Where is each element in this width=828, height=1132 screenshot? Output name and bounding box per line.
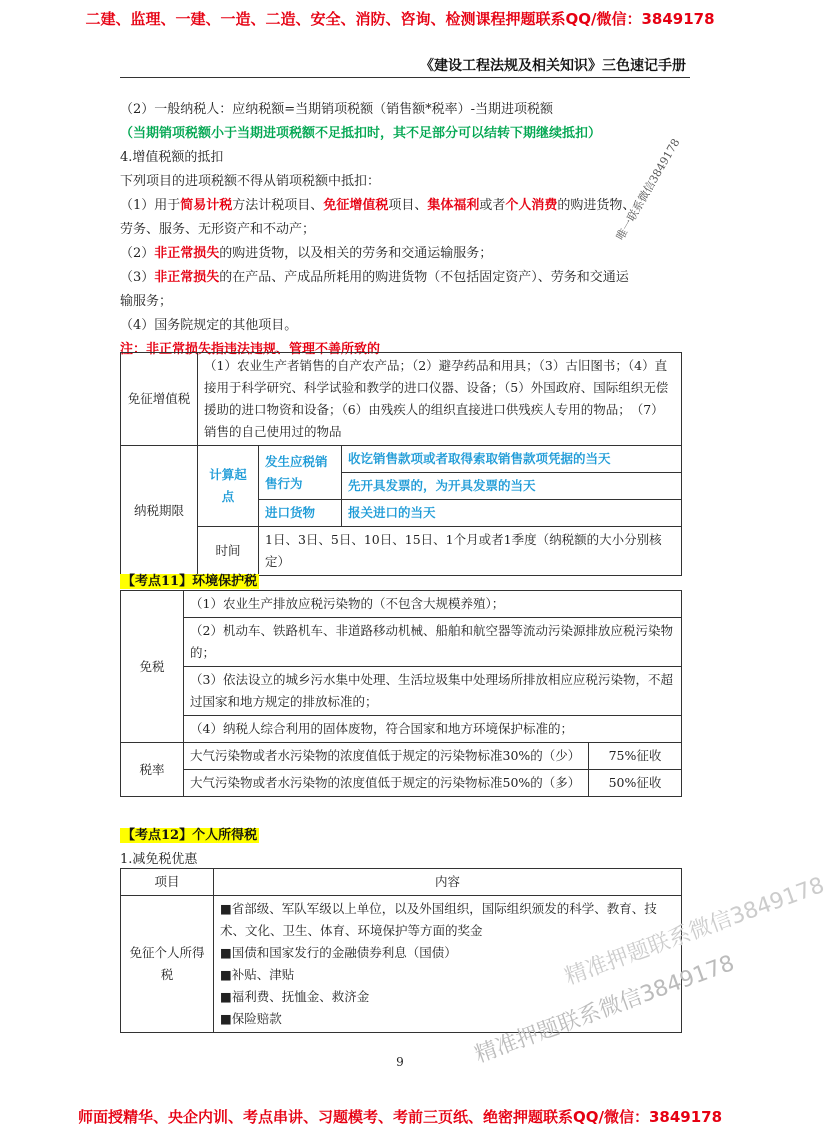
item1-e: 项目、	[388, 198, 428, 213]
item2-c: 的购进货物，以及相关的劳务和交通运输服务；	[219, 246, 493, 261]
item1-d: 免征增值税	[323, 198, 389, 213]
deduction-item-4: （4）国务院规定的其他项目。	[120, 318, 298, 333]
vat-start-label: 计算起点	[198, 446, 259, 527]
deduction-item-3	[120, 266, 629, 285]
deduction-item-2	[120, 242, 492, 261]
bottom-banner: 师面授精华、央企内训、考点串讲、习题模考、考前三页纸、绝密押题联系QQ/微信：3849178	[77, 1108, 723, 1126]
page-number: 9	[396, 1055, 404, 1069]
header-title: 《建设工程法规及相关知识》三色速记手册	[420, 58, 686, 74]
vat-time-value: 1日、3日、5日、10日、15日、1个月或者1季度（纳税额的大小分别核定）	[259, 527, 682, 576]
header-divider	[120, 77, 690, 78]
general-taxpayer: （2）一般纳税人：应纳税额=当期销项税额（销售额*税率）-当期进项税额	[120, 102, 554, 117]
item3-b: 非正常损失	[154, 270, 220, 285]
pit-item-4: ■福利费、抚恤金、救济金	[220, 989, 370, 1004]
general-taxpayer-note: （当期销项税额小于当期进项税额不足抵扣时，其不足部分可以结转下期继续抵扣）	[120, 126, 602, 141]
deduction-title: 4.增值税额的抵扣	[120, 150, 224, 165]
pit-row-label: 免征个人所得税	[121, 896, 214, 1033]
deduction-item-3-line2: 输服务；	[120, 294, 173, 309]
deduction-item-1-line2: 劳务、服务、无形资产和不动产；	[120, 222, 316, 237]
kp12-title	[120, 824, 259, 843]
env-exempt-item-3: （3）依法设立的城乡污水集中处理、生活垃圾集中处理场所排放相应应税污染物，不超过国家和地方规定的排放标准的；	[184, 667, 682, 716]
env-rate-result-1: 75%征收	[589, 743, 682, 770]
vat-time-label: 时间	[198, 527, 259, 576]
item1-h: 个人消费	[505, 198, 558, 213]
vat-period-label: 纳税期限	[121, 446, 198, 576]
kp11-title	[120, 570, 259, 589]
pit-item-3: ■补贴、津贴	[220, 967, 295, 982]
env-exempt-item-4: （4）纳税人综合利用的固体废物，符合国家和地方环境保护标准的；	[184, 716, 682, 743]
item1-b: 简易计税	[180, 198, 233, 213]
pit-col1-header: 项目	[121, 869, 214, 896]
env-rate-result-2: 50%征收	[589, 770, 682, 797]
vat-row1-a: 收讫销售款项或者取得索取销售款项凭据的当天	[342, 446, 682, 473]
deduction-intro: 下列项目的进项税额不得从销项税额中抵扣：	[120, 174, 381, 189]
vat-row2-type: 进口货物	[259, 500, 342, 527]
item1-c: 方法计税项目、	[232, 198, 324, 213]
item1-a: （1）用于	[120, 198, 181, 213]
item2-b: 非正常损失	[154, 246, 220, 261]
env-exempt-item-1: （1）农业生产排放应税污染物的（不包含大规模养殖）；	[184, 591, 682, 618]
vat-exempt-label: 免征增值税	[121, 353, 198, 446]
vat-row1-b: 先开具发票的，为开具发票的当天	[342, 473, 682, 500]
item2-a: （2）	[120, 246, 155, 261]
vat-row1-type: 发生应税销售行为	[259, 446, 342, 500]
vat-row2-value: 报关进口的当天	[342, 500, 682, 527]
env-rate-label: 税率	[121, 743, 184, 797]
side-watermark: 唯一联系微信3849178	[613, 136, 683, 243]
pit-item-5: ■保险赔款	[220, 1011, 282, 1026]
vat-exempt-content: （1）农业生产者销售的自产农产品；（2）避孕药品和用具；（3）古旧图书；（4）直接用于科学研究、科学试验和教学的进口仪器、设备；（5）外国政府、国际组织无偿援助的进口物资和设备；（6）由残疾人的组织直接进口供残疾人专用的物品； （7）销售的自己使用过的物品	[198, 353, 682, 446]
watermark-bottom: 精准押题联系微信3849178	[471, 950, 738, 1069]
relief-title: 1.减免税优惠	[120, 852, 198, 867]
kp11-text: 【考点11】环境保护税	[122, 574, 258, 589]
item3-a: （3）	[120, 270, 155, 285]
pit-col2-header: 内容	[214, 869, 682, 896]
item1-g: 或者	[479, 198, 506, 213]
kp12-text: 【考点12】个人所得税	[122, 828, 258, 843]
env-exempt-item-2: （2）机动车、铁路机车、非道路移动机械、船舶和航空器等流动污染源排放应税污染物的；	[184, 618, 682, 667]
watermark-faint: 精准押题联系微信3849178	[561, 872, 828, 991]
env-rate-condition-2: 大气污染物或者水污染物的浓度值低于规定的污染物标准50%的（多）	[184, 770, 589, 797]
env-rate-condition-1: 大气污染物或者水污染物的浓度值低于规定的污染物标准30%的（少）	[184, 743, 589, 770]
deduction-item-1	[120, 194, 635, 213]
env-table	[120, 590, 682, 797]
top-banner: 二建、监理、一建、一造、二造、安全、消防、咨询、检测课程押题联系QQ/微信：3849178	[85, 10, 715, 28]
note: 注：非正常损失指违法违规、管理不善所致的	[120, 342, 381, 357]
pit-item-2: ■国债和国家发行的金融债券利息（国债）	[220, 945, 457, 960]
vat-table	[120, 352, 682, 576]
env-exempt-label: 免税	[121, 591, 184, 743]
item3-c: 的在产品、产成品所耗用的购进货物（不包括固定资产）、劳务和交通运	[219, 270, 629, 285]
item1-i: 的购进货物、	[557, 198, 636, 213]
item1-f: 集体福利	[427, 198, 480, 213]
pit-item-1: ■省部级、军队军级以上单位，以及外国组织，国际组织颁发的科学、教育、技术、文化、卫生、体育、环境保护等方面的奖金	[220, 901, 657, 938]
